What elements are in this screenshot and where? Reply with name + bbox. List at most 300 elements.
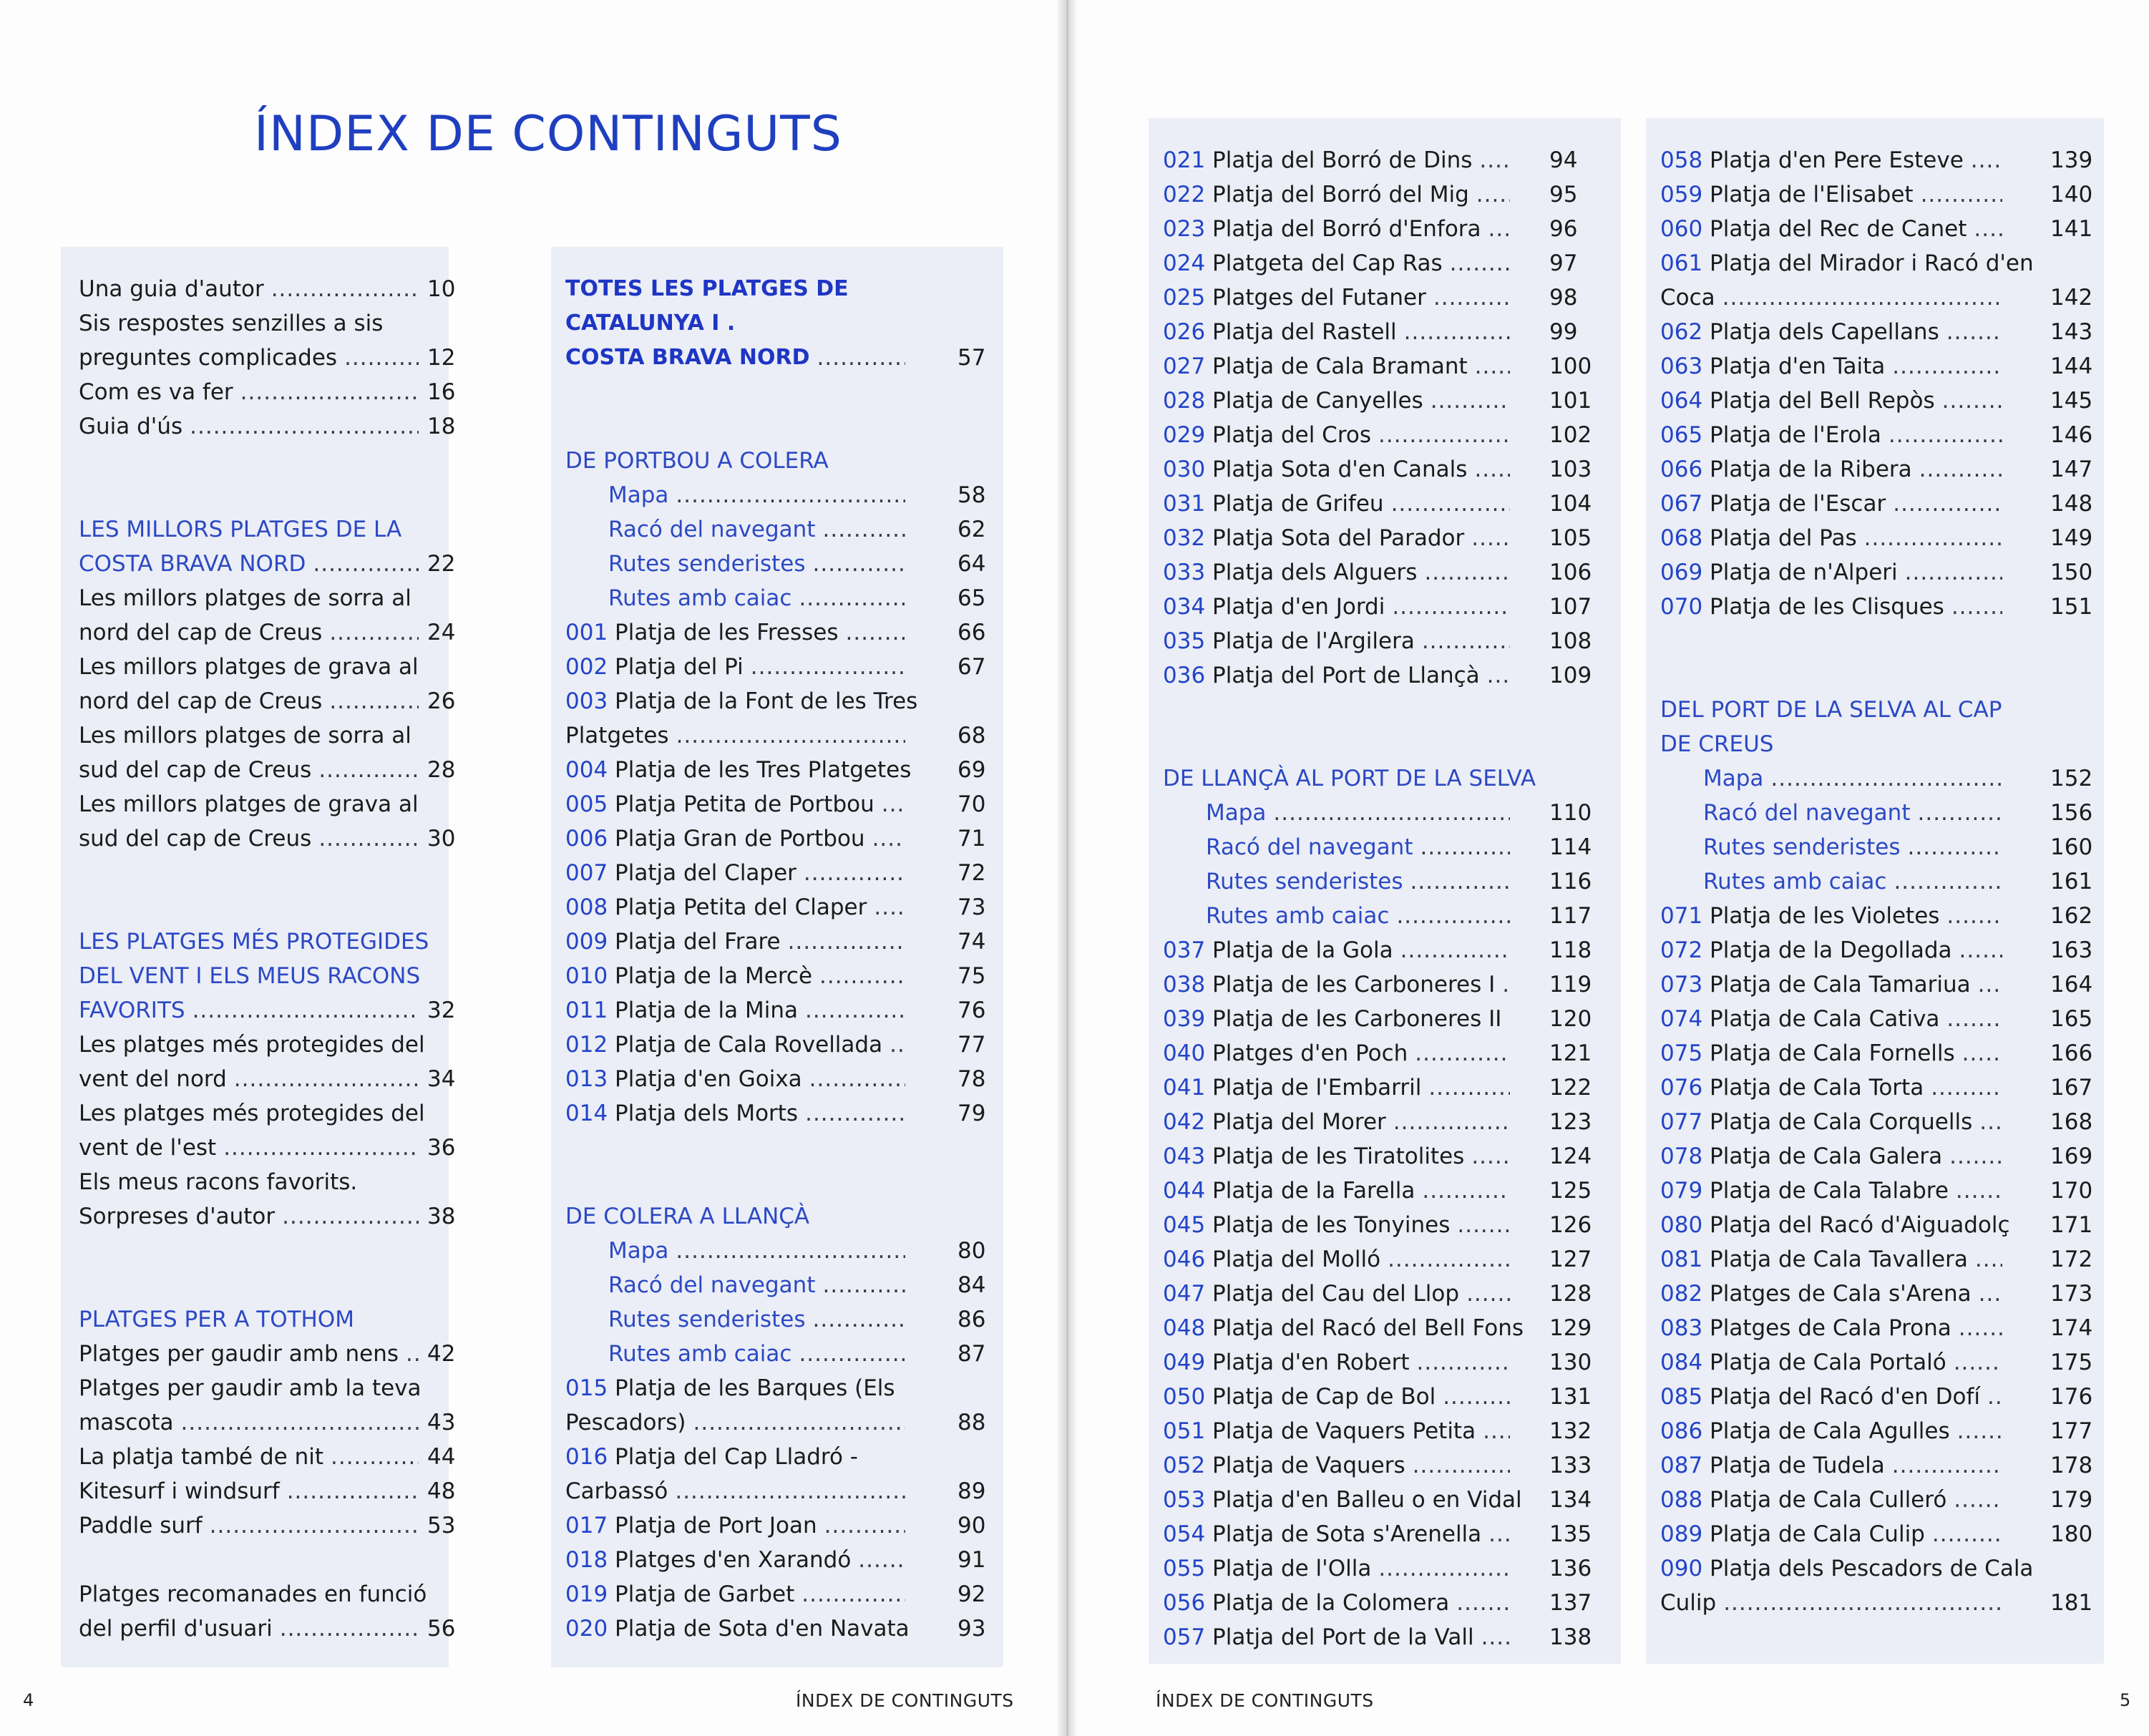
dot-leader [1957,1414,2002,1448]
toc-entry-label [565,1199,809,1234]
dot-leader [1273,796,1510,830]
dot-leader [1457,1208,1510,1242]
toc-entry [1646,1311,2104,1345]
dot-leader [1932,1517,2002,1551]
toc-page-number: 144 [2050,353,2093,379]
toc-entry-text: Platges de Cala Prona [1710,1315,1951,1341]
toc-entry-text: TOTES LES PLATGES DE [565,276,849,301]
toc-entry-text: Platja Sota d'en Canals [1212,457,1468,482]
dot-leader [805,1096,905,1131]
toc-page-number: 93 [957,1616,986,1642]
beach-number: 015 [565,1375,608,1401]
beach-number: 035 [1163,628,1206,654]
toc-entry-text: Mapa [608,1238,669,1264]
toc-line [551,1371,1003,1405]
beach-number: 064 [1660,388,1703,414]
toc-entry-text: DEL PORT DE LA SELVA AL CAP [1660,697,2002,723]
toc-entry-label [1660,1551,2033,1586]
toc-entry [1646,933,2104,967]
dot-leader [1959,1311,2002,1345]
toc-entries [61,247,456,1646]
beach-number: 007 [565,860,608,886]
toc-entry-text: Platja de Cala Portaló [1710,1350,1946,1375]
toc-entry-text: vent del nord [79,1066,227,1092]
toc-entry [551,581,1003,615]
toc-entry-text: Les millors platges de sorra al [79,585,411,611]
toc-line [551,684,1003,718]
dot-leader [1393,1105,1510,1139]
beach-number: 027 [1163,353,1206,379]
toc-entry-label [79,1577,427,1611]
toc-entry-text: Platja de Cala Fornells [1710,1040,1955,1066]
toc-entry-label [1163,349,1468,384]
toc-entry-label [1163,143,1472,177]
toc-entry-text: Platja d'en Goixa [615,1066,802,1092]
dot-leader [1942,384,2002,418]
toc-entry-text: preguntes complicades [79,345,338,371]
toc-entry-label [1163,1002,1501,1036]
toc-entry [1149,590,1621,624]
dot-leader [1979,1277,2002,1311]
toc-entry [1149,1277,1621,1311]
toc-entry-label [565,306,735,341]
toc-entry-text: Platja d'en Jordi [1212,594,1385,620]
beach-number: 052 [1163,1453,1206,1478]
toc-page-number: 141 [2050,216,2093,242]
toc-entry-text: Platja de n'Alperi [1710,560,1898,585]
toc-entry-text: Platja de Cala Tamariua [1710,972,1971,998]
beach-number: 014 [565,1101,608,1126]
dot-leader [1978,967,2002,1002]
toc-entry-label [1163,521,1464,555]
toc-entry-text: Platja de les Tonyines [1212,1212,1451,1238]
toc-line [61,1165,449,1199]
toc-entry-text: Platges per gaudir amb la teva [79,1375,421,1401]
toc-entry-text: Platja de les Violetes [1710,903,1940,929]
toc-entry-text: Rutes senderistes [1206,869,1403,894]
beach-number: 011 [565,998,608,1023]
toc-entry [1149,899,1621,933]
dot-leader [1892,1448,2002,1483]
beach-number: 020 [565,1616,608,1642]
toc-entry-text: Platja del Cap Lladró - [615,1444,858,1470]
dot-leader [872,821,905,856]
dot-leader [210,1508,419,1543]
toc-entry-text: Les millors platges de sorra al [79,723,411,748]
toc-line [551,306,1003,341]
toc-entry-label [79,787,419,821]
toc-spacer [1149,727,1621,761]
toc-entry-text: Mapa [608,482,669,508]
beach-number: 037 [1163,937,1206,963]
dot-leader [858,1543,905,1577]
toc-line [1646,727,2104,761]
dot-leader [1974,212,2002,246]
toc-page-number: 156 [2050,800,2093,826]
toc-entry-label [1163,1483,1522,1517]
toc-entry-label [1206,864,1403,899]
toc-page-number: 28 [427,757,456,783]
toc-page-number: 90 [957,1513,986,1538]
toc-entry-text: Platja del Claper [615,860,796,886]
beach-number: 036 [1163,663,1206,688]
toc-line [61,306,449,341]
toc-entry-label [1206,796,1266,830]
toc-entry-text: Platja del Bell Repòs [1710,388,1935,414]
toc-entry-text: Platja de Cala Tavallera [1710,1247,1968,1272]
toc-entry-text: DE COLERA A LLANÇÀ [565,1204,810,1229]
toc-entry-text: Platja del Borró de Dins [1212,147,1473,173]
dot-leader [1502,967,1510,1002]
toc-column-2 [551,247,1003,1667]
toc-line [61,1028,449,1062]
toc-entry [1646,1517,2104,1551]
toc-entry-text: Rutes amb caiac [1206,903,1390,929]
dot-leader [1431,384,1510,418]
toc-entry-label [1660,967,1971,1002]
toc-page-number: 126 [1549,1212,1592,1238]
toc-entry-text: Platja de l'Escar [1710,491,1886,517]
toc-entry [1149,1139,1621,1174]
toc-entry-text: COSTA BRAVA NORD [565,345,810,370]
toc-page-number: 166 [2050,1040,2093,1066]
toc-entry-label [79,1062,227,1096]
toc-entry-label [1660,1414,1950,1448]
toc-page-number: 92 [957,1581,986,1607]
toc-entry-text: Platja Sota del Parador [1212,525,1465,551]
toc-page-number: 32 [427,998,456,1023]
toc-entry-label [1660,418,1881,452]
dot-leader [1476,177,1510,212]
beach-number: 039 [1163,1006,1206,1032]
toc-entry-label [1163,1380,1436,1414]
toc-entry-label [1660,1036,1955,1071]
toc-entry-label [1163,555,1417,590]
toc-entry [1646,487,2104,521]
toc-line [61,925,449,959]
toc-line [61,512,449,547]
toc-entry-text: Platja d'en Taita [1710,353,1886,379]
toc-page-number: 116 [1549,869,1592,894]
toc-entry-label [1703,796,1910,830]
toc-page-number: 119 [1549,972,1592,998]
beach-number: 054 [1163,1521,1206,1547]
toc-entry [61,1440,456,1474]
toc-entry-text: Platja de la Mercè [615,963,813,989]
toc-entry [1646,590,2104,624]
dot-leader [799,581,905,615]
toc-spacer [551,375,1003,409]
toc-entry-text: Platja dels Capellans [1710,319,1939,345]
toc-entry-label [1163,1242,1380,1277]
toc-entry-text: Culip [1660,1590,1717,1616]
toc-entry-text: Platges del Futaner [1212,285,1426,311]
toc-entry-label [79,1131,216,1165]
toc-entry [1149,1174,1621,1208]
toc-entry [551,1405,1003,1440]
toc-entry-label [79,1199,275,1234]
dot-leader [1422,624,1510,658]
dot-leader [1723,1586,2002,1620]
toc-entry-label [565,1096,798,1131]
toc-line [61,718,449,753]
toc-entry [1646,281,2104,315]
toc-entry-label [1703,864,1886,899]
toc-entry-text: Platja del Cros [1212,422,1371,448]
toc-entry-text: Platja de l'Elisabet [1710,182,1914,208]
toc-entry-text: FAVORITS [79,998,185,1023]
dot-leader [845,615,905,650]
beach-number: 049 [1163,1350,1206,1375]
toc-entry-label [1163,1517,1481,1551]
toc-entry-label [1163,1105,1386,1139]
beach-number: 087 [1660,1453,1703,1478]
toc-entry-label [1206,899,1389,933]
toc-entry-text: DE CREUS [1660,731,1774,757]
dot-leader [329,684,419,718]
dot-leader [1396,899,1510,933]
toc-entry-text: Platja de Cap de Bol [1212,1384,1436,1410]
beach-number: 043 [1163,1143,1206,1169]
toc-spacer [61,890,449,925]
toc-entry [1149,658,1621,693]
toc-entry-text: nord del cap de Creus [79,620,323,645]
toc-page-number: 135 [1549,1521,1592,1547]
beach-number: 073 [1660,972,1703,998]
toc-entry-label [1660,1311,1951,1345]
toc-spacer [551,1131,1003,1165]
toc-page-number: 133 [1549,1453,1592,1478]
toc-entry [1149,1380,1621,1414]
toc-entry-text: Racó del navegant [1206,834,1413,860]
toc-entry-text: Platja del Molló [1212,1247,1381,1272]
toc-entry [551,1508,1003,1543]
toc-entry [551,1062,1003,1096]
toc-page-number: 174 [2050,1315,2093,1341]
toc-page-number: 171 [2050,1212,2093,1238]
beach-number: 050 [1163,1384,1206,1410]
toc-page-number: 137 [1549,1590,1592,1616]
toc-page-number: 66 [957,620,986,645]
dot-leader [874,890,905,925]
toc-entry [1646,143,2104,177]
toc-page-number: 164 [2050,972,2093,998]
toc-entry-text: Platges d'en Poch [1212,1040,1408,1066]
dot-leader [1894,864,2002,899]
toc-entry-label [565,890,867,925]
toc-entry [1646,1483,2104,1517]
toc-page-number: 44 [427,1444,456,1470]
toc-line [61,959,449,993]
toc-entry-label [79,753,311,787]
toc-page-number: 69 [957,757,986,783]
toc-entry-text: Platja dels Pescadors de Cala [1710,1556,2034,1581]
toc-page-number: 74 [957,929,986,955]
toc-entry-label [565,650,744,684]
toc-page-number: 77 [957,1032,986,1058]
toc-entry [551,1474,1003,1508]
toc-entry-label [1660,590,1944,624]
dot-leader [1905,555,2002,590]
toc-page-number: 118 [1549,937,1592,963]
toc-page-number: 173 [2050,1281,2093,1307]
beach-number: 040 [1163,1040,1206,1066]
toc-entry-label [608,1234,668,1268]
toc-entry-text: Sis respostes senzilles a sis [79,311,384,336]
toc-entry [61,375,456,409]
toc-entry-label [1660,1517,1925,1551]
toc-entry-label [1660,1380,1980,1414]
dot-leader [193,993,419,1028]
dot-leader [805,993,905,1028]
toc-entry-text: Paddle surf [79,1513,203,1538]
toc-entry-label [1163,1345,1410,1380]
toc-entry [551,1268,1003,1302]
dot-leader [1892,349,2002,384]
toc-entry-text: Rutes senderistes [608,1307,806,1332]
toc-entry-label [1660,1483,1946,1517]
toc-entry-label [79,1302,354,1337]
toc-line [1646,246,2104,281]
dot-leader [1428,1071,1510,1105]
toc-entry [1149,1448,1621,1483]
toc-entry-text: Platja del Rastell [1212,319,1397,345]
dot-leader [1417,1345,1511,1380]
dot-leader [1987,1380,2002,1414]
toc-entry [1149,830,1621,864]
beach-number: 062 [1660,319,1703,345]
toc-page-number: 102 [1549,422,1592,448]
toc-line [1149,761,1621,796]
toc-entry-label [1703,830,1901,864]
toc-entry-label [1163,1139,1464,1174]
toc-entry [61,341,456,375]
toc-entry-text: Platja Gran de Portbou [615,826,865,852]
book-gutter [1058,0,1076,1736]
dot-leader [1475,349,1510,384]
dot-leader [344,341,419,375]
toc-page-number: 48 [427,1478,456,1504]
toc-page-number: 79 [957,1101,986,1126]
toc-spacer [551,409,1003,444]
toc-page-number: 172 [2050,1247,2093,1272]
toc-entry-text: Mapa [1206,800,1267,826]
toc-entry [1149,933,1621,967]
dot-leader [1404,315,1510,349]
beach-number: 053 [1163,1487,1206,1513]
toc-entry-label [79,821,311,856]
dot-leader [809,1062,905,1096]
beach-number: 006 [565,826,608,852]
toc-entry [1646,1414,2104,1448]
toc-entry-label [565,993,798,1028]
toc-entry-label [565,1474,668,1508]
toc-page-number: 89 [957,1478,986,1504]
toc-entry-text: LES PLATGES MÉS PROTEGIDES [79,929,429,955]
toc-entry-label [1660,727,1773,761]
dot-leader [676,478,905,512]
dot-leader [1889,418,2002,452]
toc-column-3 [1149,118,1621,1664]
toc-entry-text: DEL VENT I ELS MEUS RACONS [79,963,421,989]
toc-entry-label [1163,1311,1524,1345]
dot-leader [280,1611,419,1646]
beach-number: 016 [565,1444,608,1470]
toc-page-number: 150 [2050,560,2093,585]
toc-entry [1646,1105,2104,1139]
toc-entry [1149,796,1621,830]
toc-page-number: 94 [1549,147,1578,173]
toc-entry-label [1660,212,1967,246]
toc-entry-text: Platja de Cala Torta [1710,1075,1924,1101]
toc-entry-text: Racó del navegant [608,517,816,542]
toc-entry-label [1163,1586,1449,1620]
toc-entry-label [79,959,420,993]
toc-entry-label [79,1440,323,1474]
toc-entry [1646,452,2104,487]
toc-entry [551,1337,1003,1371]
toc-page-number: 97 [1549,250,1578,276]
toc-entry-label [565,959,812,993]
beach-number: 060 [1660,216,1703,242]
beach-number: 029 [1163,422,1206,448]
dot-leader [181,1405,419,1440]
dot-leader [1722,281,2002,315]
beach-number: 003 [565,688,608,714]
beach-number: 071 [1660,903,1703,929]
toc-entry-label [565,272,849,306]
dot-leader [751,650,905,684]
dot-leader [1471,521,1510,555]
toc-page-number: 71 [957,826,986,852]
toc-entry-text: Platja de Cala Culleró [1710,1487,1947,1513]
toc-entry-text: Platja del Frare [615,929,781,955]
toc-page-number: 169 [2050,1143,2093,1169]
toc-page-number: 149 [2050,525,2093,551]
toc-entry-text: Com es va fer [79,379,233,405]
beach-number: 085 [1660,1384,1703,1410]
toc-entry-text: La platja també de nit [79,1444,323,1470]
dot-leader [1413,1448,1510,1483]
toc-page-number: 72 [957,860,986,886]
toc-entry [1646,1208,2104,1242]
dot-leader [1864,521,2002,555]
toc-entry-label [565,615,838,650]
beach-number: 046 [1163,1247,1206,1272]
toc-page-number: 131 [1549,1384,1592,1410]
toc-entry-label [565,1440,858,1474]
toc-entry-text: Platja de Cala Talabre [1710,1178,1949,1204]
dot-leader [1450,246,1510,281]
dot-leader [882,787,905,821]
toc-entry-text: Platja de les Barques (Els [615,1375,895,1401]
toc-entry [551,1234,1003,1268]
beach-number: 047 [1163,1281,1206,1307]
toc-entry [61,993,456,1028]
toc-entry-text: Platja de Sota s'Arenella [1212,1521,1482,1547]
toc-entry [1646,796,2104,830]
toc-entry-label [1660,693,2002,727]
dot-leader [1979,1105,2002,1139]
toc-page-number: 132 [1549,1418,1592,1444]
toc-entry [1149,349,1621,384]
toc-entry-text: Platges de Cala s'Arena [1710,1281,1972,1307]
dot-leader [329,615,419,650]
toc-page-number: 106 [1549,560,1592,585]
toc-entry [61,547,456,581]
dot-leader [824,1508,905,1543]
dot-leader [234,1062,419,1096]
